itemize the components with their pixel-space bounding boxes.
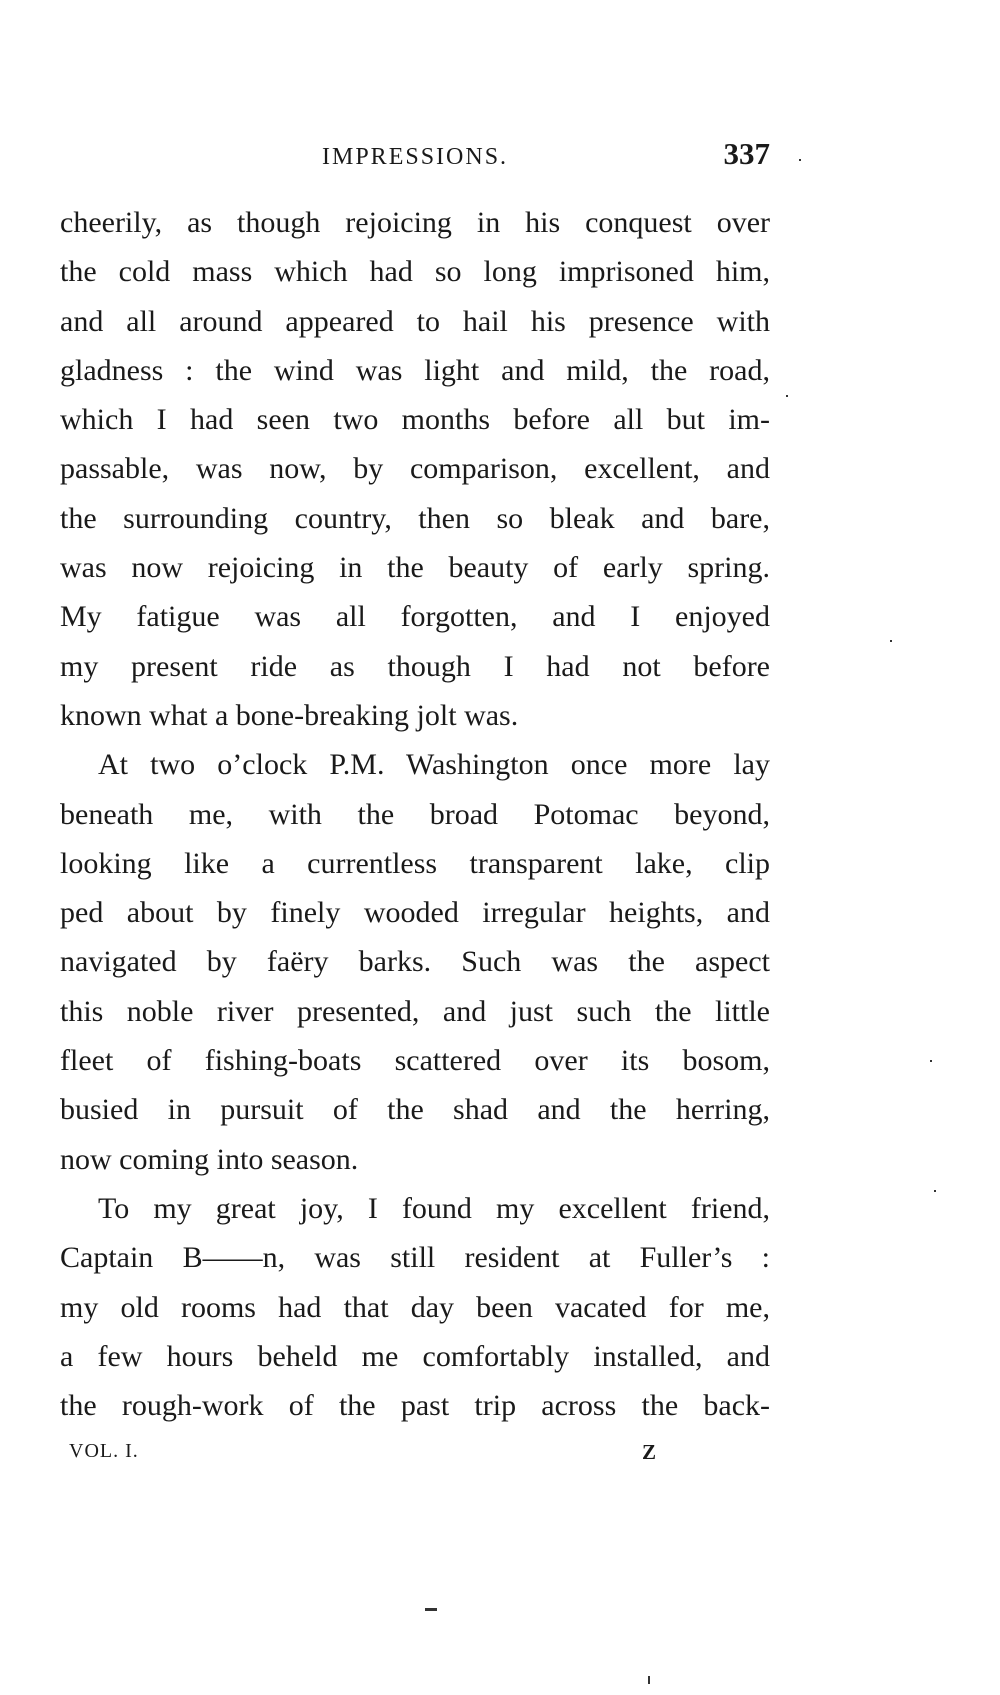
text-line: now coming into season. xyxy=(60,1142,359,1176)
scan-speck xyxy=(425,1608,437,1611)
scan-speck xyxy=(934,1190,936,1192)
text-line: fleet of fishing-boats scattered over its bosom, xyxy=(60,1044,770,1078)
text-line: Captain B——n, was still resident at Fuller’s : xyxy=(60,1241,770,1275)
text-line: ped about by finely wooded irregular heights, and xyxy=(60,896,770,930)
text-line: this noble river presented, and just such the little xyxy=(60,994,770,1028)
text-line: which I had seen two months before all but im- xyxy=(60,403,770,437)
text-line: gladness : the wind was light and mild, the road, xyxy=(60,353,770,387)
text-line: At two o’clock P.M. Washington once more lay xyxy=(98,748,770,782)
scan-speck xyxy=(890,640,892,642)
scan-speck xyxy=(799,159,801,161)
running-title: IMPRESSIONS. xyxy=(322,144,509,170)
scan-speck xyxy=(786,395,788,397)
volume-label: VOL. I. xyxy=(69,1440,139,1462)
text-line: beneath me, with the broad Potomac beyond, xyxy=(60,797,770,831)
text-line: my old rooms had that day been vacated for me, xyxy=(60,1290,770,1324)
body-text xyxy=(60,198,770,1430)
text-line: looking like a currentless transparent lake, clip xyxy=(60,846,770,880)
text-line: My fatigue was all forgotten, and I enjoyed xyxy=(60,600,770,634)
text-line: cheerily, as though rejoicing in his conquest over xyxy=(60,206,770,239)
page-number: 337 xyxy=(723,136,770,171)
signature-mark: Z xyxy=(642,1440,657,1464)
scan-speck xyxy=(930,1060,932,1062)
text-line: navigated by faëry barks. Such was the aspect xyxy=(60,945,770,979)
text-line: my present ride as though I had not before xyxy=(60,649,770,683)
text-line: a few hours beheld me comfortably installed, and xyxy=(60,1339,770,1373)
text-line: known what a bone-breaking jolt was. xyxy=(60,698,519,732)
text-line: and all around appeared to hail his presence with xyxy=(60,304,770,338)
text-line: busied in pursuit of the shad and the herring, xyxy=(60,1093,770,1127)
scan-speck xyxy=(648,1676,650,1684)
text-line: passable, was now, by comparison, excellent, and xyxy=(60,452,770,486)
text-line: the rough-work of the past trip across the back- xyxy=(60,1389,770,1423)
page-footer xyxy=(60,1440,770,1470)
text-line: the surrounding country, then so bleak and bare, xyxy=(60,501,770,535)
text-line: To my great joy, I found my excellent friend, xyxy=(98,1191,770,1225)
text-line: was now rejoicing in the beauty of early spring. xyxy=(60,551,770,585)
running-head xyxy=(60,136,770,176)
text-line: the cold mass which had so long imprisoned him, xyxy=(60,255,770,289)
